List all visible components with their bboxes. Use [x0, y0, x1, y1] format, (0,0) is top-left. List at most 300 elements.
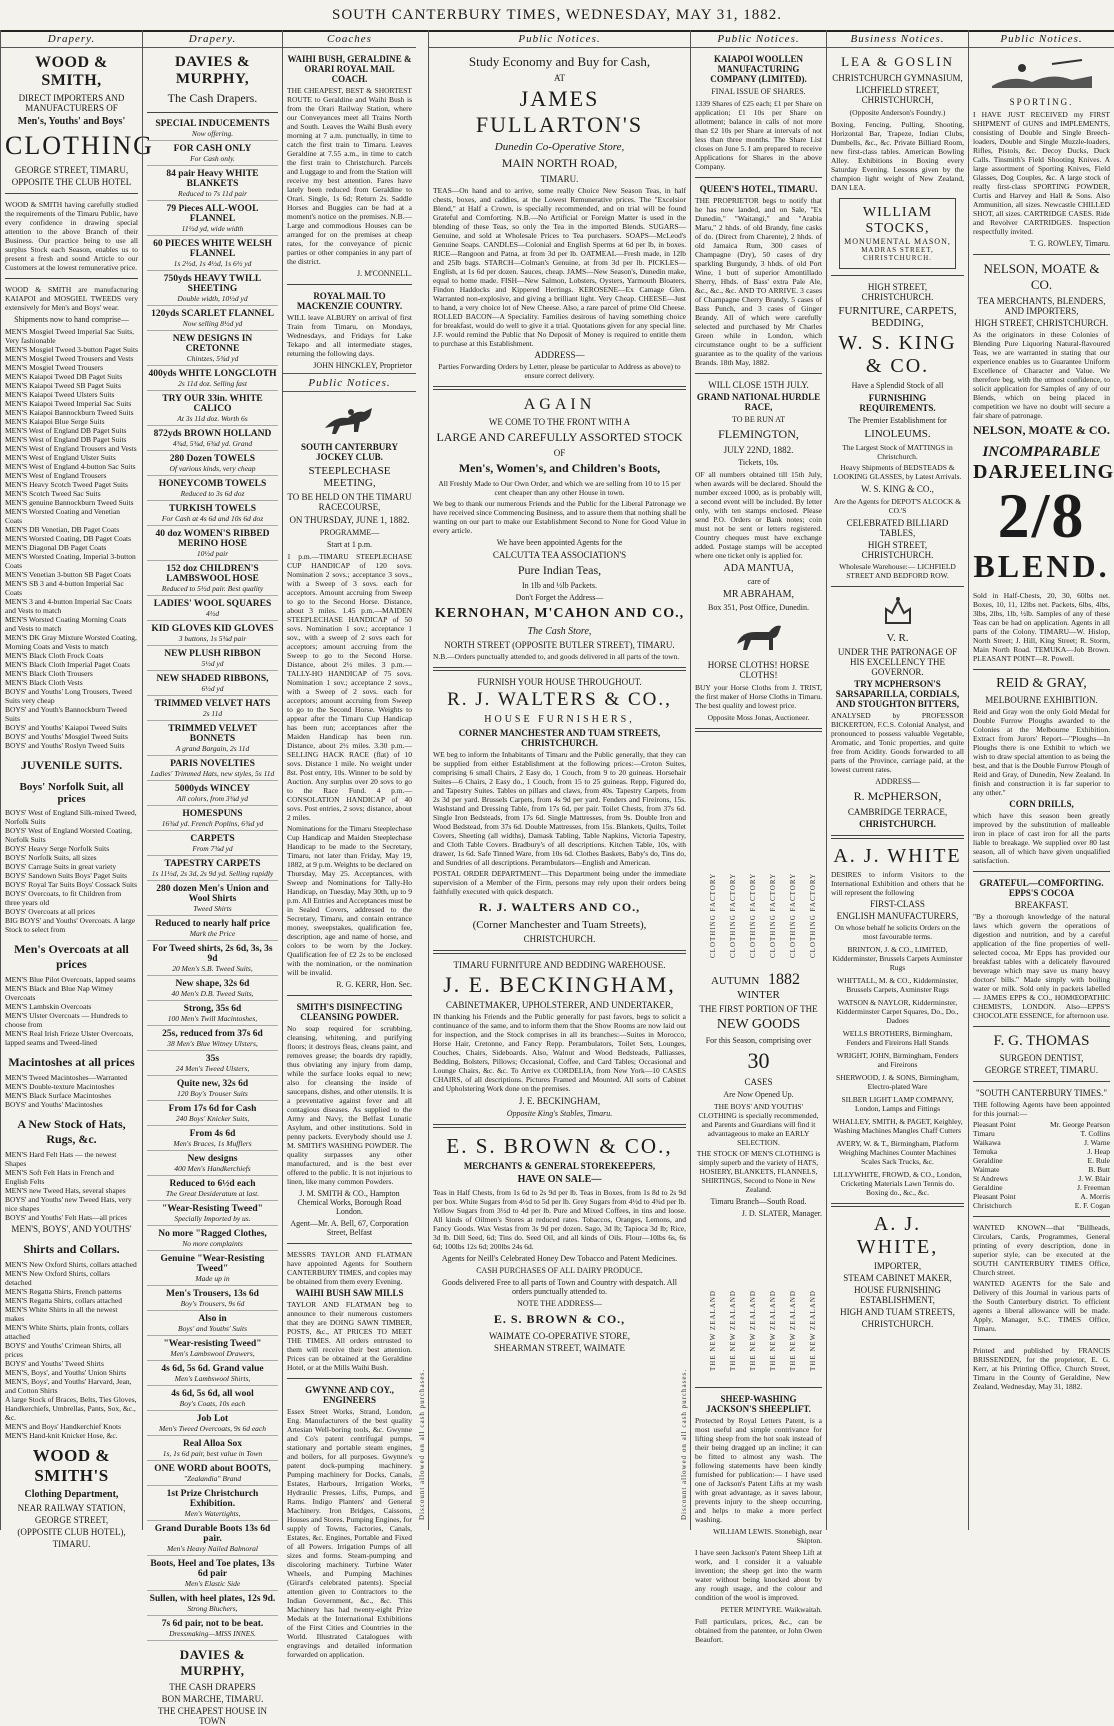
offer-detail: Strong Bluchers,: [147, 1604, 278, 1616]
norfolk-list: [5, 808, 138, 934]
footer-near: NEAR RAILWAY STATION,: [17, 1503, 126, 1513]
clothing-item: MEN'S Kaiapoi Blue Serge Suits: [5, 417, 105, 426]
offer-detail: Men's Tweed Overcoats, 9s 6d each: [147, 1424, 278, 1436]
offer-detail: 100 Men's Twill Macintoshes,: [147, 1014, 278, 1026]
agent-row: [973, 1165, 1110, 1174]
offer-detail: Ladies' Trimmed Hats, new styles, 5s 11d: [147, 769, 278, 781]
agents-title: "SOUTH CANTERBURY TIMES.": [975, 1088, 1108, 1098]
cambridge: CAMBRIDGE TERRACE,: [847, 807, 948, 817]
offer-detail: 240 Boys' Knicker Suits,: [147, 1114, 278, 1126]
offer-detail: 11½d yd, wide width: [147, 224, 278, 236]
clothing-item: MEN'S Mosgiel Tweed Trousers: [5, 363, 103, 372]
agent-row: [973, 1120, 1110, 1129]
clothing-item: BOYS' and Youths' Mosgiel Tweed Suits: [5, 732, 128, 741]
column-public-notices-main: [428, 30, 690, 1530]
shirts-list: [5, 1260, 138, 1440]
draw-text: OF all numbers obtained till 15th July, when awards will be declared. Should the number exceed 1000, as is probably will, a second event will be included. By letter only, with ten stamps enclosed. Please send P.O. Orders or Bank notes; coin must not be sent or letters registered. Country cheques must have exchange added. Postage stamps will be accepted where one ticket only is applied for.: [695, 470, 822, 560]
offer-detail: Boys' and Youths' Suits: [147, 1324, 278, 1336]
new-goods: NEW GOODS: [716, 1017, 801, 1032]
hat-item: MEN'S new Tweed Hats, several shapes: [5, 1186, 126, 1195]
clothing-item: MEN'S Black Cloth Trousers: [5, 669, 93, 678]
juvenile-heading: JUVENILE SUITS.: [20, 758, 123, 772]
clothing-item: MEN'S Black Cloth Imperial Paget Coats: [5, 660, 130, 669]
shirts-pre: MEN'S, BOYS', AND YOUTHS': [11, 1224, 132, 1234]
lea-text: Boxing, Fencing, Pulling, Shooting, Horizontal Bar, Trapeze, Indian Clubs, Dumbells, &c., &c. Private Billiard Room, new first-class tables. American Bowling Alley. Exhibitions in Boxing every Saturday Evening. Lessons given by the champion light weight of New Zealand, DAN LEA.: [831, 120, 964, 192]
manufacturer-entry: SILBER LIGHT LAMP COMPANY, London, Lamps and Fittings: [841, 1095, 954, 1113]
agents-line: Are the Agents for DEPOT'S ALCOCK & CO.'S: [833, 497, 962, 515]
agent-name: T. Collins: [1080, 1129, 1110, 1138]
postal-text: POSTAL ORDER DEPARTMENT—This Department being under the immediate supervision of a Member of the Firm, persons may rely upon their orders being faithfully executed with quick despatch.: [433, 869, 686, 896]
mcintyre-signature: PETER M'INTYRE. Waikwaitah.: [720, 1605, 822, 1614]
ada-mantua: ADA MANTUA,: [723, 563, 794, 574]
linoleums: LINOLEUMS.: [864, 428, 931, 440]
clothing-title: CLOTHING: [5, 131, 154, 160]
agent-row: [973, 1201, 1110, 1210]
agent-row: [973, 1183, 1110, 1192]
mail-title: ROYAL MAIL TO MACKENZIE COUNTRY.: [296, 291, 403, 311]
clothing-item: MEN'S Mosgiel Tweed Trousers and Vests: [5, 354, 134, 363]
mail-signature: JOHN HINCKLEY, Proprietor: [313, 361, 412, 370]
agent-town: Christchurch: [973, 1201, 1012, 1210]
front-line: WE COME TO THE FRONT WITH A: [488, 417, 631, 427]
side-note-right: Discount allowed on all cash purchases.: [680, 1369, 688, 1520]
agent-town: Pleasant Point: [973, 1120, 1016, 1129]
packets-line: In 1lb and ½lb Packets.: [521, 581, 598, 590]
agent-name: E. F. Cogan: [1074, 1201, 1110, 1210]
walters-name-2: R. J. WALTERS AND CO.,: [478, 900, 641, 914]
surgeon-dentist: SURGEON DENTIST,: [999, 1053, 1084, 1063]
clothing-item: MEN'S West of England Trousers: [5, 471, 107, 480]
will-close: WILL CLOSE 15TH JULY.: [708, 380, 809, 390]
cases-number: 30: [747, 1048, 770, 1073]
post-box: Box 351, Post Office, Dunedin.: [708, 603, 809, 612]
column-drapery-wood-smith: [0, 30, 154, 1549]
george-street: GEORGE STREET, TIMARU.: [984, 1065, 1099, 1075]
smith-agent: Agent—Mr. A. Bell, 67, Corporation Street, Belfast: [290, 1219, 409, 1237]
splendid-line: Have a Splendid Stock of all: [851, 381, 944, 390]
brown-name-2: E. S. BROWN & CO.,: [493, 1312, 626, 1326]
offer-detail: For Cash only.: [147, 154, 278, 166]
footer-line3: THE CHEAPEST HOUSE IN TOWN: [157, 1706, 268, 1726]
clothing-item: MEN'S Diagonal DB Paget Coats: [5, 543, 107, 552]
vertical-new-zealand: THE NEW ZEALAND: [769, 1290, 777, 1371]
offer-headline: 872yds BROWN HOLLAND: [153, 429, 272, 439]
overcoat-list: [5, 975, 138, 1047]
flemington: FLEMINGTON,: [718, 427, 799, 441]
agent-row: [973, 1174, 1110, 1183]
stock-text: THE STOCK OF MEN'S CLOTHING is simply superb and the variety of HATS, HOSIERY, BLANKETS, FLANNELS, SHIRTINGS, Second to None in New Zealand.: [696, 1149, 821, 1194]
hat-item: BOYS' and Youths' Felt Hats—all prices: [5, 1213, 127, 1222]
furniture-line: FURNITURE, CARPETS, BEDDING,: [838, 305, 957, 329]
clothing-item: BOYS' and Youths' Kaiapoi Tweed Suits: [5, 723, 128, 732]
boots-line: Men's, Women's, and Children's Boots,: [458, 461, 661, 475]
manufacturer-entry: WELLS BROTHERS, Birmingham, Fenders and Fireirons Hall Stands: [842, 1029, 953, 1047]
manufacturer-entry: AVERY, W. & T., Birmingham, Platform Weighing Machines Counter Machines Scales Sack Trucks, &c.: [836, 1139, 959, 1166]
mail-text: WILL leave ALBURY on arrival of first Train from Timaru, on Mondays, Wednesdays, and Fridays for Lake Tekapo and all intermediate stages, returning the following days.: [287, 313, 412, 358]
clothing-item: MEN'S Black Cloth Frock Coats: [5, 651, 104, 660]
offer-detail: Now offering.: [147, 129, 278, 141]
clothing-item: MEN'S genuine Bannockburn Tweed Suits: [5, 498, 134, 507]
firm-subtitle: The Cash Drapers.: [167, 91, 258, 105]
boys-clothing-text: THE BOYS' AND YOUTHS' CLOTHING is specially recommended, and Parents and Guardians will find it advantageous to make an EARLY SELECTION.: [698, 1102, 819, 1147]
offer-detail: Reduced to 5½d pair. Best quality: [147, 584, 278, 596]
shirt-item: BOYS' and Youths' Tweed Shirts: [5, 1359, 104, 1368]
racing-horse-icon: [320, 398, 380, 438]
clothing-item: MEN'S West of England Ulster Suits: [5, 453, 116, 462]
clothing-item: BOYS' and Youths' Roslyn Tweed Suits: [5, 741, 125, 750]
offer-headline: 4s 6d, 5s 6d, all wool: [171, 1389, 254, 1399]
firm-name: WOOD & SMITH,: [35, 54, 108, 89]
fullarton-name: JAMES FULLARTON'S: [475, 86, 644, 137]
slater-signature: J. D. SLATER, Manager.: [741, 1209, 822, 1218]
offer-headline: Boots, Heel and Toe plates, 13s 6d pair: [150, 1559, 275, 1579]
norfolk-heading: Boys' Norfolk Suit, all prices: [19, 781, 124, 805]
offer-detail: Now selling 8½d yd: [147, 319, 278, 331]
offer-headline: New shape, 32s 6d: [175, 979, 250, 989]
offer-headline: 7s 6d pair, not to be beat.: [161, 1619, 264, 1629]
whose-behalf: On whose behalf he solicits Orders on the most favourable terms.: [834, 923, 961, 941]
vr-label: V. R.: [886, 632, 909, 644]
assort-line: LARGE AND CAREFULLY ASSORTED STOCK: [436, 430, 683, 444]
agent-town: Geraldine: [973, 1156, 1003, 1165]
christchurch-2: CHRISTCHURCH.: [861, 1319, 934, 1329]
manufacturer-entry: LILLYWHITE, FROWD, & CO., London, Cricketing Materials Lawn Tennis do. Boxing do., &c., &c.: [833, 1170, 962, 1197]
offer-headline: Genuine "Wear-Resisting Tweed": [160, 1254, 265, 1274]
offer-headline: Real Alloa Sox: [182, 1439, 243, 1449]
winter: WINTER: [737, 989, 780, 1001]
offer-headline: Grand Durable Boots 13s 6d pair.: [154, 1524, 271, 1544]
footer-street: GEORGE STREET,: [34, 1515, 109, 1525]
imprint: Printed and published by FRANCIS BRISSENDEN, for the proprietor, E. G. Kerr, at his Printing Office, Church Street, Timaru in the County of Geraldine, New Zealand, Wednesday, May 31, 1882.: [973, 1346, 1110, 1391]
tea-merchants: TEA MERCHANTS, BLENDERS, AND IMPORTERS,: [977, 296, 1106, 316]
offer-headline: NEW PLUSH RIBBON: [164, 649, 261, 659]
offer-detail: 4¾d, 5¾d, 6¾d yd. Grand: [147, 439, 278, 451]
clothing-item: MEN'S Worsted Coating, DB Paget Coats: [5, 534, 132, 543]
gwynne-text: Essex Street Works, Strand, London, Eng. Manufacturers of the best quality Artesian Well-boring tools, &c. Gwynne and Co's patent centrifugal pumps, stationary and portable steam engines, and boilers, for all purposes. Gwynne's patent dock-pumping machinery. Pumping machinery for Docks, Canals, Estates, Harbours, Irrigation Works, Hydraulic Presses, Lifts, Pumps, and Rams. Indigo Planters' and General Machinery. Iron Bridges, Caissons, Houses and Stores. Pumping Engines, for supply of Towns, Factories, Canals, Estates, &c. Engines, Portable and Fixed of all Powers. Irrigation Pumps of all sizes and forms. Steam-pumping and discoloring machinery. Turbine Water Wheels, and Pumping Machines (Girard's celebrated patents). Special attention given to Contractors to the Indian Government, &c., &c. This Machinery has had twenty-eight Prize Medals at the International Exhibitions of the First Cities and Countries in the World. Illustrated Catalogues with engravings and detailed information forwarded on application.: [287, 1407, 412, 1659]
agent-name: Mr. George Pearson: [1049, 1120, 1110, 1129]
waimate-store: WAIMATE CO-OPERATIVE STORE,: [488, 1331, 631, 1341]
address-label: ADDRESS—: [875, 777, 920, 786]
offer-detail: For Cash at 4s 6d and 10s 6d doz: [147, 514, 278, 526]
shirt-item: MEN'S, Boys', and Youths' Union Shirts: [5, 1368, 127, 1377]
offer-detail: Men's Watertights,: [147, 1509, 278, 1521]
offer-detail: 3 buttons, 1s 5¾d pair: [147, 634, 278, 646]
footer-opp: (OPPOSITE CLUB HOTEL),: [17, 1527, 126, 1537]
clothing-item: MEN'S West of England DB Paget Suits: [5, 426, 127, 435]
column-public-notices-3: [968, 30, 1114, 1530]
manufacturer-entry: BRINTON, J. & CO., LIMITED, Kidderminster, Brussels Carpets Axminster Rugs: [832, 945, 963, 972]
agent-town: Temuka: [973, 1147, 998, 1156]
monumental-mason: MONUMENTAL MASON,: [844, 237, 951, 246]
offer-detail: The Great Desideratum at last.: [147, 1189, 278, 1201]
beckingham-loc: Opposite King's Stables, Timaru.: [506, 1109, 613, 1118]
high-street-2: HIGH STREET, CHRISTCHURCH.: [861, 540, 934, 560]
macintosh-item: MEN'S Black Surface Macintoshes: [5, 1091, 112, 1100]
gwynne-title: GWYNNE AND COY., ENGINEERS: [305, 1385, 394, 1405]
clothing-item: MEN'S West of England Trousers and Vests: [5, 444, 137, 453]
offer-headline: Strong, 35s 6d: [183, 1004, 242, 1014]
offer-detail: Specially Imported by us.: [147, 1214, 278, 1226]
appointed-line: We have been appointed Agents for the: [496, 538, 623, 547]
offer-headline: 4s 6d, 5s 6d. Grand value: [161, 1364, 264, 1374]
hats-heading: A New Stock of Hats, Rugs, &c.: [17, 1117, 126, 1146]
offer-headline: 25s, reduced from 37s 6d: [162, 1029, 263, 1039]
offer-detail: Reduced to 7s 11d pair: [147, 189, 278, 201]
offer-detail: Chintzes, 5¾d yd: [147, 354, 278, 366]
horse-cloth-icon: [729, 616, 789, 656]
clothing-list: [5, 327, 138, 750]
column-header: Public Notices.: [691, 30, 826, 48]
walters-name: R. J. WALTERS & CO.,: [447, 689, 672, 710]
offer-detail: Boy's Coats, 10s each: [147, 1399, 278, 1411]
lichfield: LICHFIELD STREET, CHRISTCHURCH,: [855, 85, 940, 105]
offer-detail: Of various kinds, very cheap: [147, 464, 278, 476]
firm-subtitle: DIRECT IMPORTERS AND MANUFACTURERS OF: [18, 93, 125, 113]
sheep-text-2: I have seen Jackson's Patent Sheep Lift at work, and I consider it a valuable invention; the sheep get into the warm water without being knocked about by any rough usage, and the colour and condition of the wool is improved.: [695, 1548, 822, 1602]
macintosh-list: [5, 1073, 138, 1109]
beckingham-name: J. E. BECKINGHAM,: [443, 972, 676, 997]
white-name-2: A. J. WHITE,: [856, 1213, 939, 1258]
royal-crest-icon: [868, 593, 928, 629]
offer-headline: From 4s 6d: [189, 1129, 236, 1139]
agent-name: E. Rule: [1087, 1156, 1110, 1165]
manufacturer-entry: WRIGHT, JOHN, Birmingham, Fenders and Fireirons: [836, 1051, 959, 1069]
taylor-notice: MESSRS TAYLOR AND FLATMAN have appointed Agents for Southern CANTERBURY TIMES, and copies may be obtained from them every Evening.: [287, 1250, 412, 1286]
nelson-street: HIGH STREET, CHRISTCHURCH.: [974, 318, 1109, 328]
agent-row: [973, 1147, 1110, 1156]
coach-text: THE CHEAPEST, BEST & SHORTEST ROUTE to Geraldine and Waihi Bush is from the Orari Railway Station, where our Conveyances meet all Trains North and South. Leaves the Waihi Bush every morning at 7 a.m. punctually, in time to catch the first train to Timaru. Leaves Geraldine at 7.55 a.m., in time to catch the first train to Christchurch. Parcels and Luggage to and from the Station will receive my best attention. Fares have lately been reduced from Geraldine to Orari. Single, 1s 6d; Return 2s. Saddle Horses and Buggies can be had at a moment's notice on the premises. N.B.—Large and commodious Houses can be arranged for on the premises at cheap rates, for the conveyance of picnic parties or other companies in any part of the district.: [287, 86, 412, 266]
agents-intro: THE following Agents have been appointed for this journal:—: [973, 1100, 1110, 1118]
clothing-item: MEN'S Venetian 3-button SB Paget Coats: [5, 570, 132, 579]
thanks-text: We beg to thank our numerous Friends and the Public for the Liberal Patronage we have received since Commencing Business, and to assure them that nothing shall be wanting on our part to make our Establishment Second to None for Good Value in every article.: [433, 499, 686, 535]
norfolk-item: BIG BOYS' and Youths' Overcoats. A large Stock to select from: [5, 916, 136, 934]
overcoat-item: MEN'S Black and Blue Nap Witney Overcoats: [5, 984, 114, 1002]
norfolk-item: BOYS' Overcoats, to fit Children from three years old: [5, 889, 122, 907]
opened-line: Are Now Opened Up.: [723, 1090, 794, 1099]
offer-detail: All colors, from 3¾d yd: [147, 794, 278, 806]
drills-text: which have this season been greatly improved by the substitution of malleable iron in place of cast iron for all the parts liable to breakage. We supplied over 80 last season, all of which have given unqualified satisfaction.: [973, 811, 1110, 865]
offer-detail: Tweed Shirts: [147, 904, 278, 916]
blend-word: BLEND.: [973, 548, 1110, 584]
again-title: AGAIN: [523, 396, 596, 413]
horse-cloths-title: HORSE CLOTHS! HORSE CLOTHS!: [707, 660, 810, 680]
queens-text: THE PROPRIETOR begs to notify that he has now landed, and on Sale, "Ex Dunedin," "Waitangi," and "Arabia Maru," 2 hhds. of old Brandy, fine casks of do. (Direct from Charente), 2 hhds. of old Jamaica Rum, 300 cases of Champagne (Dry), 50 cases of dry sparkling Burgundy, 3 hhds. of old Port Wine, 1 butt of superior Amontillado Sherry, Hhds. of Bass' extra Pale Ale, &c., &c., &c. AND TO ARRIVE. 3 cases of Champagne Cherry Brandy, 5 cases of Bass Punch, and 3 cases of Ginger Brandy. All of which were carefully selected and purchased by Mr Charles Green while in London, which circumstance ought to be a sufficient guarantee as to the quality of the various Brands. 18th May, 1882.: [695, 196, 822, 367]
offer-headline: 400yds WHITE LONGCLOTH: [148, 369, 277, 379]
agent-town: Waimate: [973, 1165, 1000, 1174]
kernohan-name: KERNOHAN, M'CAHON AND CO.,: [434, 606, 685, 621]
offer-headline: HONEYCOMB TOWELS: [158, 479, 267, 489]
offer-headline: CARPETS: [190, 834, 235, 844]
clothing-item: MEN'S Kaiapoi Tweed DB Paget Suits: [5, 372, 123, 381]
manufacturer-entry: SHERWOOD, J. & SONS, Birmingham, Electro-plated Ware: [836, 1073, 959, 1091]
offer-headline: New designs: [187, 1154, 238, 1164]
smith-title: SMITH'S DISINFECTING CLEANSING POWDER.: [296, 1002, 403, 1022]
hat-item: BOYS' and Youths' new Tweed Hats, very nice shapes: [5, 1195, 132, 1213]
meeting-date: ON THURSDAY, JUNE 1, 1882.: [289, 515, 410, 525]
offer-headline: 280 dozen Men's Union and Wool Shirts: [156, 884, 269, 904]
clothing-item: MEN'S Worsted Coating Morning Coats and Vests to match: [5, 615, 127, 633]
offer-detail: 16¾d yd. French Poplins, 6¾d yd: [147, 819, 278, 831]
manufacturer-entry: WATSON & NAYLOR, Kidderminster, Kidderminster Carpet Squares, Do., Do., Dadoes: [836, 998, 959, 1025]
column-public-notices-2: [690, 30, 826, 1644]
store-name: Dunedin Co-Operative Store,: [494, 141, 625, 153]
shirt-item: MEN'S and Boys' Handkerchief Knots: [5, 1422, 122, 1431]
offer-detail: Boy's Trousers, 9s 6d: [147, 1299, 278, 1311]
agent-row: [973, 1156, 1110, 1165]
norfolk-item: BOYS' Heavy Serge Norfolk Suits: [5, 844, 110, 853]
vertical-clothing-factory: CLOTHING FACTORY: [789, 872, 797, 958]
sale-line: HAVE ON SALE—: [517, 1174, 602, 1185]
shirt-item: MEN'S White Shirts, plain fronts, collars attached: [5, 1323, 129, 1341]
furnish-line: FURNISH YOUR HOUSE THROUGHOUT.: [477, 677, 642, 687]
madras-street: MADRAS STREET, CHRISTCHURCH.: [861, 246, 934, 262]
autumn: AUTUMN: [710, 975, 760, 987]
vertical-new-zealand: THE NEW ZEALAND: [809, 1290, 817, 1371]
programme-label: PROGRAMME—: [319, 528, 380, 537]
footer-line2: BON MARCHE, TIMARU.: [161, 1694, 264, 1704]
parties-text: Parties Forwarding Orders by Letter, please be particular to Address as above) to ensure correct delivery.: [438, 362, 681, 380]
christchurch: CHRISTCHURCH.: [859, 819, 936, 829]
mcpherson: R. McPHERSON,: [853, 789, 942, 803]
new-zealand-banner: [695, 1221, 822, 1381]
clothing-item: MEN'S Mosgiel Tweed Imperial Sac Suits, Very fashionable: [5, 327, 135, 345]
coach-signature: J. M'CONNELL.: [357, 269, 412, 278]
clothing-item: MEN'S Kaiapoi Tweed SB Paget Suits: [5, 381, 121, 390]
offer-headline: PARIS NOVELTIES: [170, 759, 255, 769]
sheep-title: SHEEP-WASHING JACKSON'S SHEEPLIFT.: [706, 1394, 811, 1414]
offer-detail: Men's Lambswool Shirts,: [147, 1374, 278, 1386]
offer-detail: Men's Elastic Side: [147, 1579, 278, 1591]
column-header: Business Notices.: [827, 30, 968, 48]
clothing-factory-banner: [695, 738, 822, 968]
agent-town: Waikawa: [973, 1138, 1001, 1147]
norfolk-item: BOYS' Royal Tar Suits Boys' Cossack Suits: [5, 880, 138, 889]
fresh-text: All Freshly Made to Our Own Order, and which we are selling from 10 to 15 per cent cheaper than any other House in town.: [438, 479, 681, 497]
clothing-item: MEN'S Kaiapoi Tweed Ulsters Suits: [5, 390, 115, 399]
of-line: OF: [553, 448, 566, 458]
footer-firm: WOOD & SMITH'S: [32, 1446, 111, 1485]
wanted-agents: WANTED AGENTS for the Sale and Delivery of this Journal in various parts of the South Canterbury district. To efficient agents a liberal allowance will be made. Apply, Manager, S.C. TIMES Office, Timaru.: [973, 1279, 1110, 1333]
vertical-clothing-factory: CLOTHING FACTORY: [769, 872, 777, 958]
offer-headline: 120yds SCARLET FLANNEL: [151, 309, 274, 319]
final-issue: FINAL ISSUE OF SHARES.: [711, 87, 806, 96]
furnishing-line: FURNISHING REQUIREMENTS.: [859, 393, 936, 413]
overcoat-item: MEN'S Lambskin Overcoats: [5, 1002, 92, 1011]
column-header: Drapery.: [143, 30, 282, 48]
offer-headline: Sullen, with heel plates, 12s 9d.: [149, 1594, 276, 1604]
trist-text: BUY your Horse Cloths from J. TRIST, the first maker of Horse Cloths in Timaru. The best quality and lowest price.: [695, 683, 822, 710]
house-furnishing: HOUSE FURNISHING ESTABLISHMENT,: [854, 1285, 941, 1305]
agent-town: St Andrews: [973, 1174, 1008, 1183]
norfolk-item: BOYS' Norfolk Suits, all sizes: [5, 853, 97, 862]
english-manufacturers: ENGLISH MANUFACTURERS,: [836, 911, 959, 921]
agent-town: Geraldine: [973, 1183, 1003, 1192]
offer-detail: Made up in: [147, 1274, 278, 1286]
darjeeling: DARJEELING: [973, 461, 1114, 483]
billiard-tables: CELEBRATED BILLIARD TABLES,: [846, 518, 949, 538]
norfolk-item: BOYS' West of England Silk-mixed Tweed, Norfolk Suits: [5, 808, 137, 826]
offer-headline: TRY OUR 33in. WHITE CALICO: [162, 394, 263, 414]
clothing-item: MEN'S West of England 4-button Sac Suits: [5, 462, 136, 471]
offer-headline: 40 doz WOMEN'S RIBBED MERINO HOSE: [155, 529, 270, 549]
offer-headline: FOR CASH ONLY: [173, 144, 252, 154]
sporting-text: I HAVE JUST RECEIVED my FIRST SHIPMENT of GUNS and IMPLEMENTS, consisting of Double and Single Breech-loaders, Double and Single Muzzle-loaders, Rifles, Pistols, &c. Decoy Ducks, Duck Calls. Tinsmith's Field Shooting Knives. A large assortment of Sporting Knives, Field Glasses, Dog Couples, &c. A large stock of really first-class SPORTING POWDER, Curtis and Harvey and Hall & Sons. Also Ammunition, all sizes. Newcastle CHILLED SHOT, all sizes. CARTRIDGE CASES. Ride and Revolver CARTRIDGES. Inspection respectfully invited.: [973, 110, 1110, 236]
shirt-item: MEN'S, Boys', and Youths' Harvard, Jean, and Cotton Shirts: [5, 1377, 132, 1395]
offer-headline: TURKISH TOWELS: [168, 504, 257, 514]
offer-headline: 84 pair Heavy WHITE BLANKETS: [166, 169, 259, 189]
agent-name: J. W. Blair: [1078, 1174, 1110, 1183]
offer-detail: 1s 11½d, 2s 3d, 2s 9d yd. Selling rapidly: [147, 869, 278, 881]
vertical-clothing-factory: CLOTHING FACTORY: [749, 872, 757, 958]
column-header: Coaches: [283, 30, 416, 48]
side-note-left: Discount allowed on all cash purchases.: [418, 1369, 426, 1520]
vertical-new-zealand: THE NEW ZEALAND: [749, 1290, 757, 1371]
offer-detail: 5½d yd: [147, 659, 278, 671]
kaiapoi-title: KAIAPOI WOOLLEN MANUFACTURING COMPANY (LIMITED).: [710, 54, 807, 84]
thomas-name: F. G. THOMAS: [993, 1033, 1090, 1049]
beckingham-sig: J. E. BECKINGHAM,: [518, 1096, 601, 1106]
season-line: For this Season, comprising over: [705, 1036, 812, 1045]
offer-detail: 2s 11d doz. Selling fast: [147, 379, 278, 391]
nelson-moate: NELSON, MOATE & CO.: [983, 261, 1100, 292]
footer-dept: Clothing Department,: [24, 1489, 119, 1500]
store-town: TIMARU.: [540, 174, 579, 184]
furniture-warehouse: TIMARU FURNITURE AND BEDDING WAREHOUSE.: [453, 960, 666, 970]
darjeeling-blend-ad: [973, 444, 1114, 585]
william-stocks: WILLIAM STOCKS,: [862, 205, 933, 236]
stocks-box: [839, 198, 956, 269]
timaru-branch: Timaru Branch—South Road.: [710, 1197, 807, 1206]
year: 1882: [768, 971, 801, 988]
tickets: Tickets, 10s.: [738, 458, 779, 467]
agent-row: [973, 1138, 1110, 1147]
offer-headline: TRIMMED VELVET HATS: [154, 699, 271, 709]
clothing-item: MEN'S Worsted Coating, Imperial 3-button Coats: [5, 552, 136, 570]
shipments-label: Shipments now to hand comprise—: [14, 315, 129, 324]
shirt-item: MEN'S New Oxford Shirts, collars attached: [5, 1260, 137, 1269]
shirt-item: A large Stock of Braces, Belts, Ties Gloves, Handkerchiefs, Umbrellas, Pants, Sox, &c., &c.: [5, 1395, 137, 1422]
north-street: NORTH STREET (OPPOSITE BUTLER STREET), TIMARU.: [444, 640, 675, 650]
merchants-line: MERCHANTS & GENERAL STOREKEEPERS,: [463, 1161, 656, 1171]
offer-detail: From 7¾d yd: [147, 844, 278, 856]
firm-name: DAVIES & MURPHY,: [175, 54, 250, 87]
incomparable: INCOMPARABLE: [982, 444, 1101, 460]
care-of: care of: [747, 577, 770, 586]
offer-detail: 120 Boy's Trouser Suits: [147, 1089, 278, 1101]
vertical-clothing-factory: CLOTHING FACTORY: [809, 872, 817, 958]
offer-headline: Also in: [198, 1314, 227, 1324]
agent-row: [973, 1192, 1110, 1201]
overcoats-heading: Men's Overcoats at all prices: [14, 942, 129, 971]
blend-price: 2/8: [997, 480, 1086, 551]
vertical-clothing-factory: CLOTHING FACTORY: [709, 872, 717, 958]
race-date: JULY 22ND, 1882.: [723, 445, 794, 455]
hat-item: MEN'S Hard Felt Hats — the newest Shapes: [5, 1150, 117, 1168]
offer-headline: Reduced to 6½d each: [169, 1179, 256, 1189]
high-street: HIGH STREET, CHRISTCHURCH.: [861, 282, 934, 302]
calcutta-line: CALCUTTA TEA ASSOCIATION'S: [492, 550, 627, 560]
lea-opposite: (Opposite Anderson's Foundry.): [849, 108, 946, 117]
offer-detail: 1s, 1s 6d pair, best value in Town: [147, 1449, 278, 1461]
nominations-text: Nominations for the Timaru Steeplechase Cup Handicap and Maiden Steeplechase Handicap to be made to the Secretary, Timaru, not later than Friday, May 19, 1882, at 9 p.m. Weights to be declared on Thursday, May 25. Acceptances, with Sweep and Nominations for Tally-Ho Handicap, on Tuesday, May 30th, up to 9 p.m. All Entries and Acceptances must be in Sealed Covers, addressed to the Secretary, Timaru, and contain entrance money, sweepstakes, qualification fee, description, age and name of horse, and colors to be worn by the Jockey. Qualification fee of £2 2s to be enclosed with the nomination, or the nomination will be invalid.: [287, 824, 412, 977]
clothing-item: MEN'S SB 3 and 4-button Imperial Sac Coats: [5, 579, 124, 597]
clothing-item: MEN'S Kaiapoi Tweed Imperial Sac Suits: [5, 399, 132, 408]
nelson-text: As the originators in these Colonies of Blending Pure Liquoring Natural-flavoured Teas, we are warranted in stating that our experience enables us to Guarantee Uniform Excellence of Character and Value. We therefore beg, with the utmost confidence, to solicit application for Samples of any of our Blends, which on being placed in competition we have no doubt will secure a fair share of patronage.: [973, 330, 1110, 420]
offer-detail: 10½d pair: [147, 549, 278, 561]
largest-stock: The Largest Stock of MATTINGS in Christchurch.: [842, 443, 953, 461]
agent-name: J. Freeman: [1077, 1183, 1110, 1192]
offer-headline: TAPESTRY CARPETS: [164, 859, 261, 869]
